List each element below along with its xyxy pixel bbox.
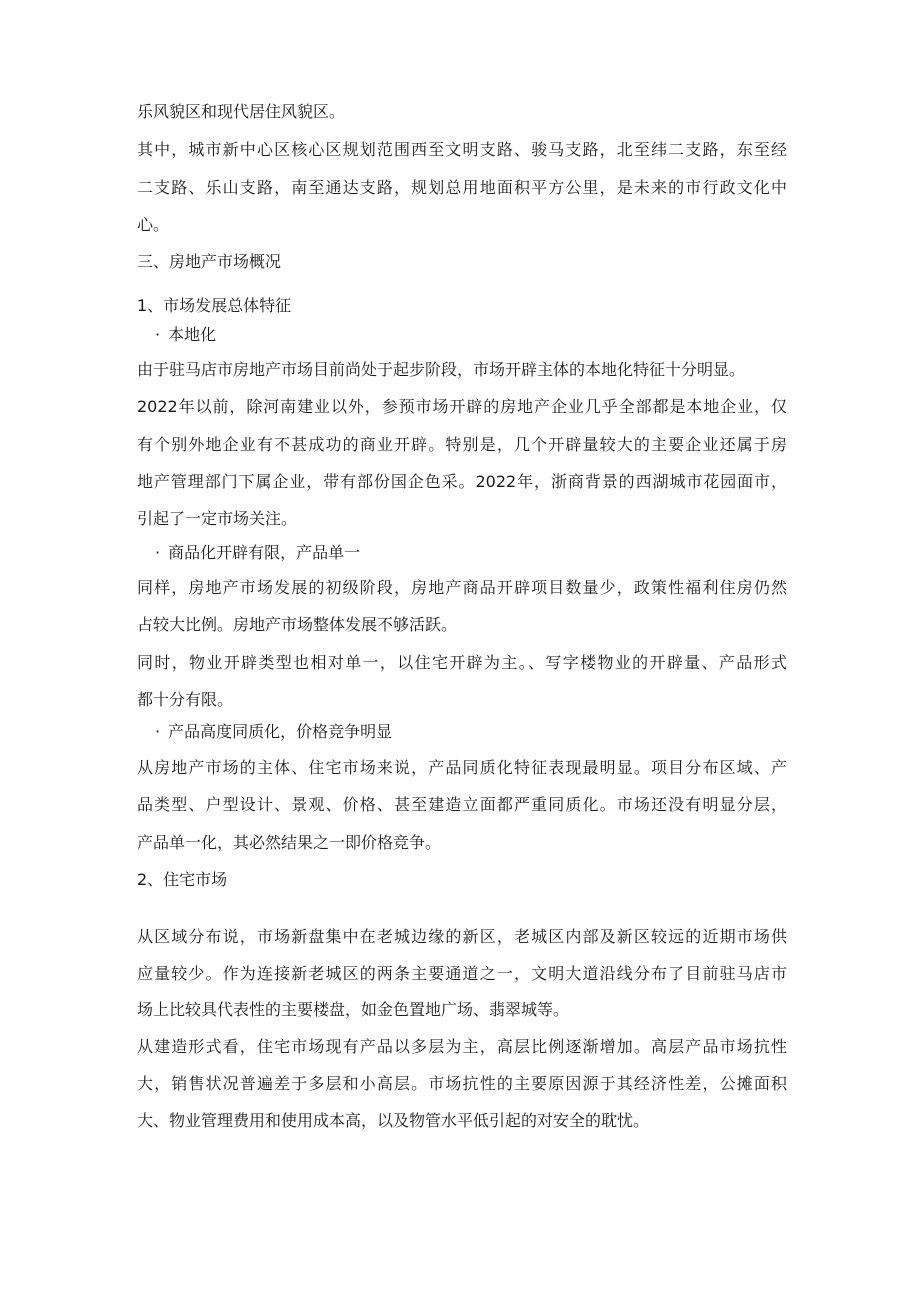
paragraph-line: 2022年以前，除河南建业以外，参预市场开辟的房地产企业几乎全部都是本地企业，仅	[137, 397, 787, 416]
paragraph-line: 应量较少。作为连接新老城区的两条主要通道之一，文明大道沿线分布了目前驻马店市	[137, 964, 787, 983]
paragraph-line: 都十分有限。	[137, 690, 234, 709]
subsection-heading: 1、市场发展总体特征	[137, 296, 292, 315]
subsection-heading: 2、住宅市场	[137, 870, 228, 889]
bullet-item	[155, 542, 805, 564]
paragraph-line: 产品单一化，其必然结果之一即价格竞争。	[137, 833, 442, 852]
bullet-icon: ·	[155, 722, 161, 741]
paragraph-line: 从建造形式看，住宅市场现有产品以多层为主，高层比例逐渐增加。高层产品市场抗性	[137, 1037, 787, 1056]
paragraph-line: 由于驻马店市房地产市场目前尚处于起步阶段，市场开辟主体的本地化特征十分明显。	[137, 360, 746, 379]
paragraph-line: 品类型、户型设计、景观、价格、甚至建造立面都严重同质化。市场还没有明显分层，	[137, 795, 787, 814]
paragraph-line: 同时，物业开辟类型也相对单一，以住宅开辟为主。、写字楼物业的开辟量、产品形式	[137, 653, 787, 672]
paragraph-line: 有个别外地企业有不甚成功的商业开辟。特别是，几个开辟量较大的主要企业还属于房	[137, 435, 787, 454]
paragraph-line: 大、物业管理费用和使用成本高，以及物管水平低引起的对安全的耽忧。	[137, 1111, 650, 1130]
paragraph-line: 心。	[137, 215, 170, 234]
paragraph-line: 乐风貌区和现代居住风貌区。	[137, 102, 346, 121]
bullet-icon: ·	[155, 325, 161, 344]
bullet-item	[155, 721, 805, 743]
paragraph-line: 从区域分布说，市场新盘集中在老城边缘的新区，老城区内部及新区较远的近期市场供	[137, 927, 787, 946]
bullet-icon: ·	[155, 543, 161, 562]
bullet-label: 产品高度同质化，价格竞争明显	[168, 722, 393, 741]
paragraph-line: 占较大比例。房地产市场整体发展不够活跃。	[137, 615, 458, 634]
bullet-item	[155, 324, 805, 346]
paragraph-line: 二支路、乐山支路，南至通达支路，规划总用地面积平方公里，是未来的市行政文化中	[137, 178, 787, 197]
paragraph-line: 大，销售状况普遍差于多层和小高层。市场抗性的主要原因源于其经济性差，公摊面积	[137, 1074, 787, 1093]
bullet-label: 本地化	[168, 325, 217, 344]
section-heading: 三、房地产市场概况	[137, 252, 282, 271]
paragraph-line: 地产管理部门下属企业，带有部份国企色采。2022年，浙商背景的西湖城市花园面市，	[137, 472, 787, 491]
paragraph-line: 引起了一定市场关注。	[137, 509, 298, 528]
paragraph-line: 场上比较具代表性的主要楼盘，如金色置地广场、翡翠城等。	[137, 1000, 570, 1019]
paragraph-line: 从房地产市场的主体、住宅市场来说，产品同质化特征表现最明显。项目分布区域、产	[137, 758, 787, 777]
paragraph-line: 其中，城市新中心区核心区规划范围西至文明支路、骏马支路，北至纬二支路，东至经	[137, 140, 787, 159]
paragraph-line: 同样，房地产市场发展的初级阶段，房地产商品开辟项目数量少，政策性福利住房仍然	[137, 578, 787, 597]
bullet-label: 商品化开辟有限，产品单一	[168, 543, 361, 562]
